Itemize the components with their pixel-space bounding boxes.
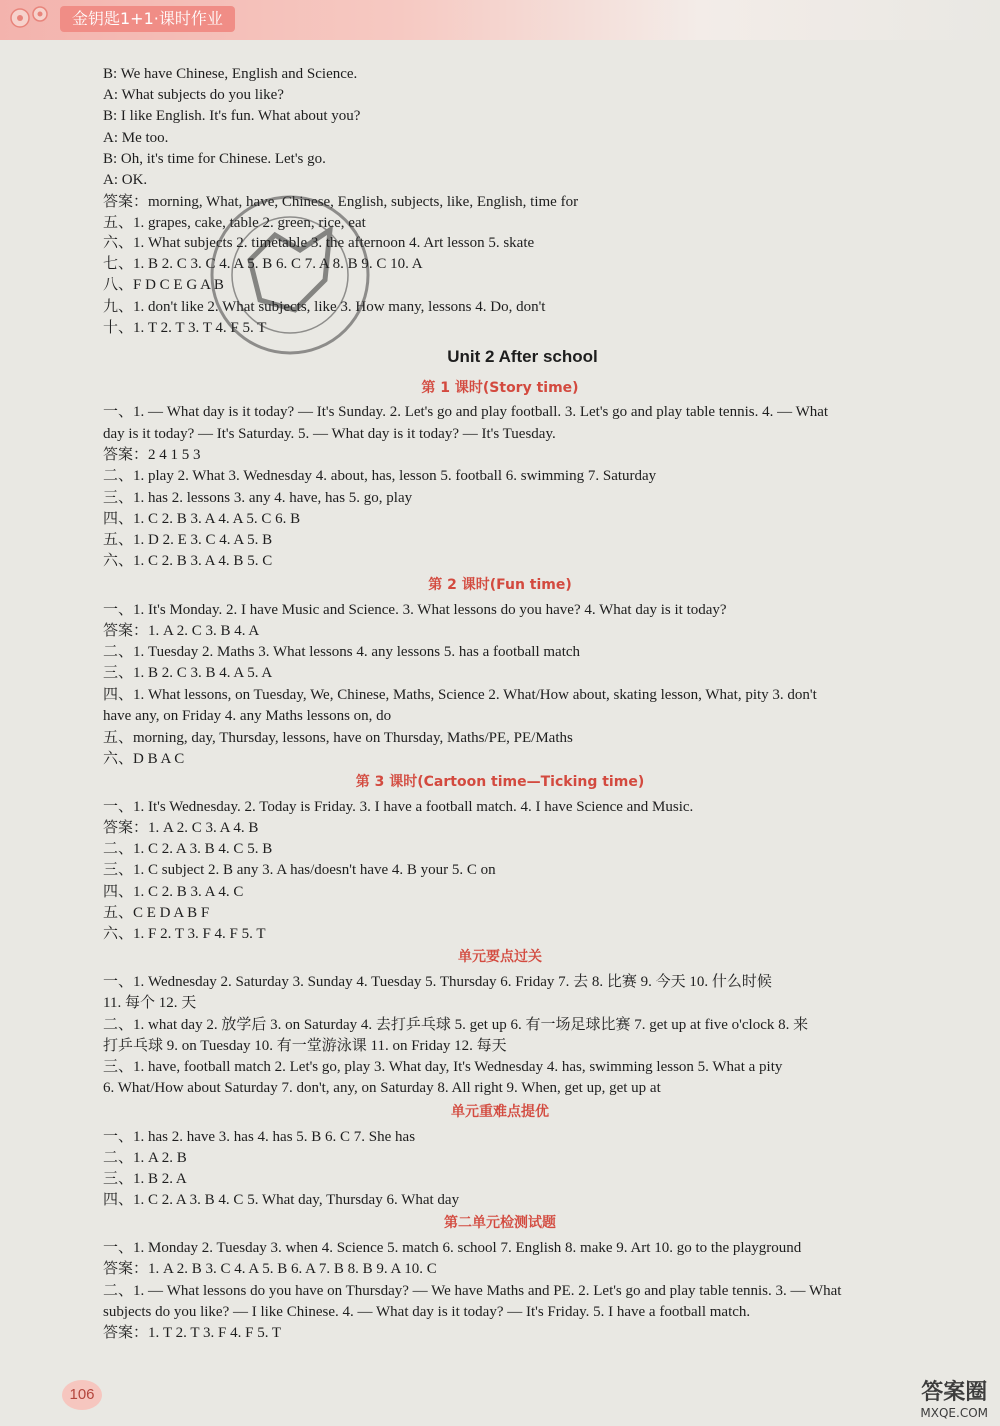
section-heading: 第二单元检测试题 — [444, 1215, 556, 1231]
answer-line: 一、1. It's Wednesday. 2. Today is Friday. 3. I have a football match. 4. I have Science and Music. — [103, 799, 694, 815]
answer-line: 一、1. — What day is it today? — It's Sunday. 2. Let's go and play football. 3. Let's go and play table tennis. 4. — What — [103, 404, 829, 420]
answer-line: 一、1. It's Monday. 2. I have Music and Science. 3. What lessons do you have? 4. What day is it today? — [103, 602, 727, 618]
answer-line: 一、1. Monday 2. Tuesday 3. when 4. Science 5. match 6. school 7. English 8. make 9. Art 10. go to the playground — [103, 1240, 802, 1256]
answer-line: 三、1. has 2. lessons 3. any 4. have, has 5. go, play — [103, 490, 413, 506]
answer-line: day is it today? — It's Saturday. 5. — What day is it today? — It's Tuesday. — [103, 426, 556, 442]
answer-line: B: Oh, it's time for Chinese. Let's go. — [103, 151, 326, 167]
section-heading: 第 1 课时(Story time) — [421, 380, 579, 396]
answer-line: 六、1. What subjects 2. timetable 3. the afternoon 4. Art lesson 5. skate — [103, 235, 535, 251]
answer-line: 十、1. T 2. T 3. T 4. F 5. T — [103, 320, 267, 336]
book-series-title: 金钥匙1+1·课时作业 — [60, 6, 235, 32]
answer-line: 五、C E D A B F — [103, 905, 210, 921]
answer-line: 一、1. Wednesday 2. Saturday 3. Sunday 4. Tuesday 5. Thursday 6. Friday 7. 去 8. 比赛 9. 今天 10. 什么时候 — [103, 974, 772, 990]
answer-line: 五、1. grapes, cake, table 2. green, rice, eat — [103, 215, 366, 231]
answer-line: 五、morning, day, Thursday, lessons, have on Thursday, Maths/PE, PE/Maths — [103, 730, 573, 746]
answer-line: 答案：1. A 2. C 3. A 4. B — [103, 820, 259, 836]
answer-line: 一、1. has 2. have 3. has 4. has 5. B 6. C 7. She has — [103, 1129, 416, 1145]
section-heading: 第 3 课时(Cartoon time—Ticking time) — [355, 774, 645, 790]
answer-line: 二、1. A 2. B — [103, 1150, 187, 1166]
answer-line: 三、1. have, football match 2. Let's go, play 3. What day, It's Wednesday 4. has, swimming lesson 5. What a pity — [103, 1059, 783, 1075]
answer-line: 七、1. B 2. C 3. C 4. A 5. B 6. C 7. A 8. B 9. C 10. A — [103, 256, 423, 272]
answer-line: 三、1. B 2. C 3. B 4. A 5. A — [103, 665, 273, 681]
answer-line: 六、1. F 2. T 3. F 4. F 5. T — [103, 926, 266, 942]
answer-line: 六、1. C 2. B 3. A 4. B 5. C — [103, 553, 273, 569]
answer-line: 11. 每个 12. 天 — [103, 995, 197, 1011]
answer-line: A: What subjects do you like? — [103, 87, 284, 103]
answer-line: 打乒乓球 9. on Tuesday 10. 有一堂游泳课 11. on Friday 12. 每天 — [103, 1038, 507, 1054]
answer-line: 四、1. C 2. B 3. A 4. A 5. C 6. B — [103, 511, 301, 527]
answer-line: 答案：1. A 2. C 3. B 4. A — [103, 623, 260, 639]
answer-line: 六、D B A C — [103, 751, 185, 767]
unit-title: Unit 2 After school — [447, 347, 598, 366]
answer-line: 6. What/How about Saturday 7. don't, any, on Saturday 8. All right 9. When, get up, get up at — [103, 1080, 661, 1096]
answer-line: 三、1. C subject 2. B any 3. A has/doesn't have 4. B your 5. C on — [103, 862, 496, 878]
answer-line: 答案：1. T 2. T 3. F 4. F 5. T — [103, 1325, 282, 1341]
section-heading: 单元重难点提优 — [451, 1104, 549, 1120]
answer-line: 答案：2 4 1 5 3 — [103, 447, 201, 463]
answer-line: 四、1. C 2. A 3. B 4. C 5. What day, Thursday 6. What day — [103, 1192, 460, 1208]
answer-line: 答案：morning, What, have, Chinese, English, subjects, like, English, time for — [103, 194, 579, 210]
answer-line: 二、1. — What lessons do you have on Thursday? — We have Maths and PE. 2. Let's go and play table tennis. 3. — What — [103, 1283, 842, 1299]
answer-line: 四、1. What lessons, on Tuesday, We, Chinese, Maths, Science 2. What/How about, skating lesson, What, pity 3. don't — [103, 687, 817, 703]
answer-line: 九、1. don't like 2. What subjects, like 3. How many, lessons 4. Do, don't — [103, 299, 546, 315]
answer-line: 四、1. C 2. B 3. A 4. C — [103, 884, 244, 900]
answer-line: 三、1. B 2. A — [103, 1171, 187, 1187]
watermark-title: 答案圈 — [921, 1380, 988, 1405]
answer-line: B: I like English. It's fun. What about you? — [103, 108, 361, 124]
answer-line: have any, on Friday 4. any Maths lessons on, do — [103, 708, 392, 724]
answer-line: A: Me too. — [103, 130, 169, 146]
answer-line: B: We have Chinese, English and Science. — [103, 66, 358, 82]
watermark-url: MXQE.COM — [920, 1406, 988, 1420]
section-heading: 第 2 课时(Fun time) — [428, 577, 572, 593]
answer-line: 八、F D C E G A B — [103, 277, 224, 293]
page-number: 106 — [62, 1380, 102, 1410]
answer-line: A: OK. — [103, 172, 148, 188]
answer-line: 二、1. what day 2. 放学后 3. on Saturday 4. 去打乒乓球 5. get up 6. 有一场足球比赛 7. get up at five o'clock 8. 来 — [103, 1017, 809, 1033]
section-heading: 单元要点过关 — [458, 949, 542, 965]
answer-line: subjects do you like? — I like Chinese. 4. — What day is it today? — It's Friday. 5. I have a football match. — [103, 1304, 751, 1320]
answer-line: 答案：1. A 2. B 3. C 4. A 5. B 6. A 7. B 8. B 9. A 10. C — [103, 1261, 437, 1277]
answer-line: 二、1. Tuesday 2. Maths 3. What lessons 4. any lessons 5. has a football match — [103, 644, 581, 660]
site-watermark-logo — [920, 1380, 988, 1420]
answer-line: 二、1. C 2. A 3. B 4. C 5. B — [103, 841, 273, 857]
answer-line: 五、1. D 2. E 3. C 4. A 5. B — [103, 532, 273, 548]
answer-line: 二、1. play 2. What 3. Wednesday 4. about, has, lesson 5. football 6. swimming 7. Saturday — [103, 468, 657, 484]
